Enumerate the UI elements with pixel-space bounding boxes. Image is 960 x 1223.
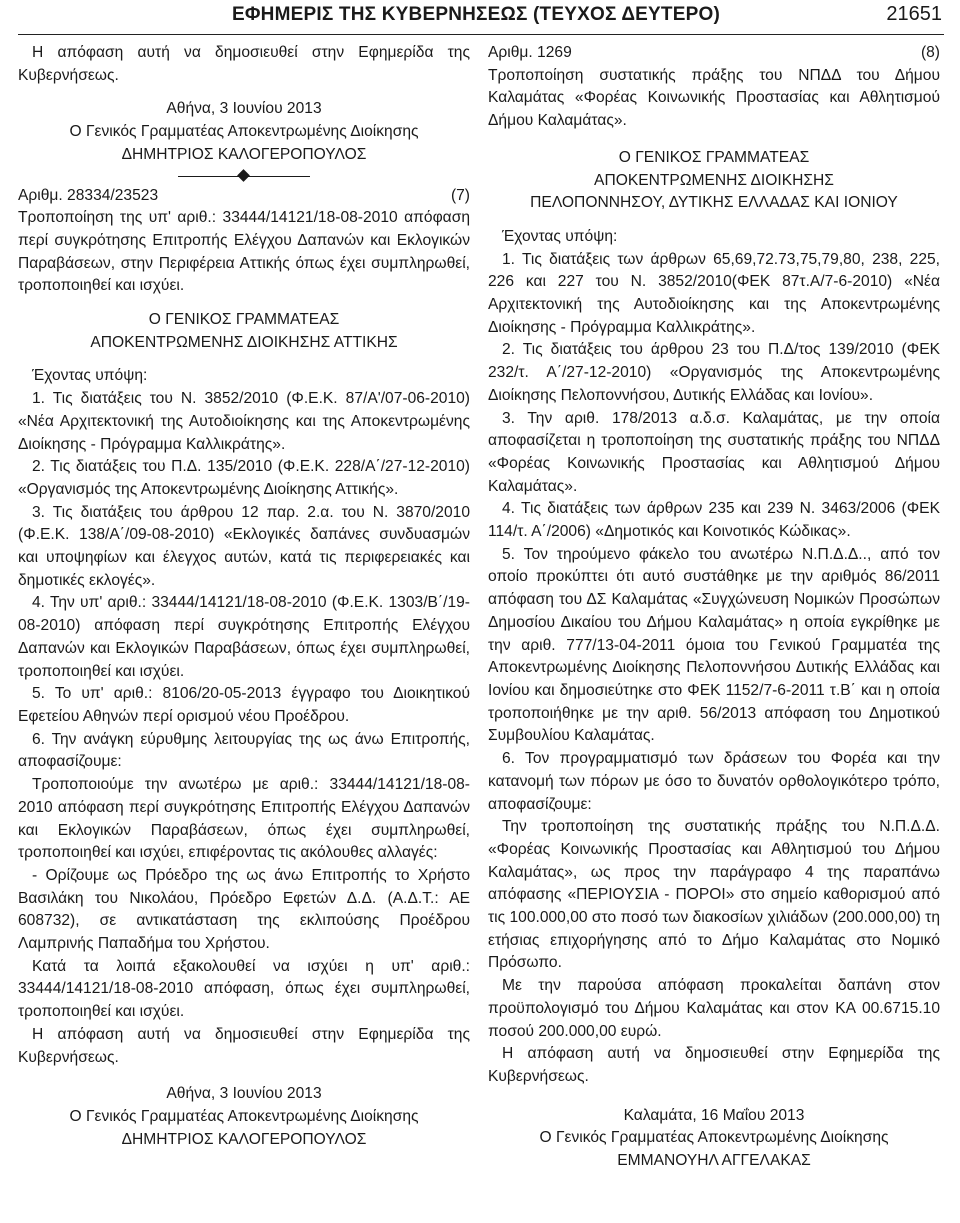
page-header (18, 0, 944, 35)
decision-number: Αριθμ. 28334/23523 (18, 186, 159, 204)
body-paragraph: Την τροποποίηση της συστατικής πράξης του Ν.Π.Δ.Δ. «Φορέας Κοινωνικής Προστασίας και Αθλητισμού του Δήμου Καλαμάτας», ως προς την παράγραφο 4 της παραπάνω απόφασης «ΠΕΡΙΟΥΣΙΑ - ΠΟΡΟΙ» στο σημείο καθορισμού από τις 100.000,00 στο ποσό των διακοσίων χιλιάδων (200.000,00) τη ετήσιας επιχορήγησης από το Δήμο Καλαμάτας στο Νομικό Πρόσωπο. (488, 818, 940, 972)
authority-line-2: ΑΠΟΚΕΝΤΡΩΜΕΝΗΣ ΔΙΟΙΚΗΣΗΣ ΑΤΤΙΚΗΣ (90, 333, 398, 351)
body-paragraph: Τροποποιούμε την ανωτέρω με αριθ.: 33444/14121/18-08-2010 απόφαση περί συγκρότησης Επιτροπής Ελέγχου Δαπανών και Εκλογικών Παραβάσεων, όπως έχει συμπληρωθεί, τροποποιηθεί και ισχύει, επιφέροντας τις ακόλουθες αλλαγές: (18, 776, 470, 862)
sign-place-date: Αθήνα, 3 Ιουνίου 2013 (166, 100, 322, 118)
decision-subject: Τροποποίηση συστατικής πράξης του ΝΠΔΔ του Δήμου Καλαμάτας «Φορέας Κοινωνικής Προστασίας και Αθλητισμού Δήμου Καλαμάτας». (488, 66, 940, 130)
decision-seq: (8) (920, 44, 940, 61)
section-separator (178, 169, 310, 183)
body-paragraph: 4. Τις διατάξεις των άρθρων 235 και 239 Ν. 3463/2006 (ΦΕΚ 114/τ. Α΄/2006) «Δημοτικός και Κοινοτικός Κώδικας». (488, 500, 940, 541)
body-paragraph: 5. Το υπ' αριθ.: 8106/20-05-2013 έγγραφο του Διοικητικού Εφετείου Αθηνών περί ορισμού νέου Προέδρου. (18, 685, 470, 725)
body-paragraph: Η απόφαση αυτή να δημοσιευθεί στην Εφημερίδα της Κυβερνήσεως. (488, 1045, 940, 1085)
decision-heading (18, 185, 470, 208)
authority-line-1: Ο ΓΕΝΙΚΟΣ ΓΡΑΜΜΑΤΕΑΣ (618, 148, 810, 166)
body-paragraph: 2. Τις διατάξεις του άρθρου 23 του Π.Δ/τος 139/2010 (ΦΕΚ 232/τ. Α΄/27-12-2010) «Οργανισμός της Αποκεντρωμένης Διοίκησης Πελοποννήσου, Δυτικής Ελλάδας και Ιονίου». (488, 341, 940, 404)
body-paragraph: Κατά τα λοιπά εξακολουθεί να ισχύει η υπ' αριθ.: 33444/14121/18-08-2010 απόφαση, όπως έχει συμπληρωθεί, τροποποιηθεί και ισχύει. (18, 957, 470, 1021)
left-column (18, 42, 470, 1151)
decision-seq: (7) (450, 186, 470, 204)
sign-place-date: Καλαμάτα, 16 Μαΐου 2013 (623, 1106, 805, 1124)
body-paragraph: Η απόφαση αυτή να δημοσιευθεί στην Εφημερίδα της Κυβερνήσεως. (18, 1025, 470, 1066)
publish-note: Η απόφαση αυτή να δημοσιευθεί στην Εφημερίδα της Κυβερνήσεως. (18, 44, 470, 84)
right-column (488, 42, 940, 1173)
decision-number: Αριθμ. 1269 (488, 44, 572, 61)
body-paragraph: - Ορίζουμε ως Πρόεδρο της ως άνω Επιτροπής το Χρήστο Βασιλάκη του Νικολάου, Πρόεδρο Εφετών Δ.Δ. (Α.Δ.Τ.: ΑΕ 608732), σε αντικατάσταση της εκλιπούσης Προέδρου Λαμπρινής Παπαδήμα του Χρήστου. (18, 866, 470, 953)
body-paragraph: 3. Τις διατάξεις του άρθρου 12 παρ. 2.α. του Ν. 3870/2010 (Φ.Ε.Κ. 138/Α΄/09-08-2010) «Εκλογικές δαπάνες συνδυασμών και υποψηφίων και έλεγχος αυτών, κατά τις περιφερειακές και δημοτικές εκλογές». (18, 503, 470, 589)
body-paragraph: Με την παρούσα απόφαση προκαλείται δαπάνη στον προϋπολογισμό του Δήμου Καλαμάτας και στον ΚΑ 00.6715.10 ποσού 200.000,00 ευρώ. (488, 977, 940, 1040)
body-paragraph: 3. Την αριθ. 178/2013 α.δ.σ. Καλαμάτας, με την οποία αποφασίζεται η τροποποίηση της συστατικής πράξης του ΝΠΔΔ «Φορέας Κοινωνικής Προστασίας και Αθλητισμού Δήμου Καλαμάτας». (488, 409, 940, 495)
decision-subject: Τροποποίηση της υπ' αριθ.: 33444/14121/18-08-2010 απόφαση περί συγκρότησης Επιτροπής Ελέγχου Δαπανών και Εκλογικών Παραβάσεων, στην Περιφέρεια Αττικής όπως έχει συμπληρωθεί, τροποποιηθεί και ισχύει. (18, 209, 470, 295)
sign-name: ΔΗΜΗΤΡΙΟΣ ΚΑΛΟΓΕΡΟΠΟΥΛΟΣ (121, 145, 367, 163)
sign-role: Ο Γενικός Γραμματέας Αποκεντρωμένης Διοίκησης (69, 123, 419, 141)
body-paragraph: 6. Την ανάγκη εύρυθμης λειτουργίας της ως άνω Επιτροπής, αποφασίζουμε: (18, 730, 470, 771)
sign-name: ΕΜΜΑΝΟΥΗΛ ΑΓΓΕΛΑΚΑΣ (617, 1152, 811, 1170)
gazette-title: ΕΦΗΜΕΡΙΣ ΤΗΣ ΚΥΒΕΡΝΗΣΕΩΣ (ΤΕΥΧΟΣ ΔΕΥΤΕΡΟ) (232, 4, 720, 25)
sign-role: Ο Γενικός Γραμματέας Αποκεντρωμένης Διοίκησης (539, 1129, 889, 1147)
body-paragraph: 4. Την υπ' αριθ.: 33444/14121/18-08-2010 (Φ.Ε.Κ. 1303/Β΄/19-08-2010) απόφαση περί συγκρότησης Επιτροπής Ελέγχου Δαπανών και Εκλογικών Παραβάσεων, όπως έχει συμπληρωθεί, τροποποιηθεί και ισχύει. (18, 594, 470, 680)
body-paragraph: 1. Τις διατάξεις των άρθρων 65,69,72.73,75,79,80, 238, 225, 226 και 227 του Ν. 3852/2010(ΦΕΚ 87τ.Α/7-6-2010) «Νέα Αρχιτεκτονική της Αυτοδιοίκησης και της Αποκεντρωμένης Διοίκησης - Πρόγραμμα Καλλικράτης». (488, 250, 940, 336)
body-paragraph: 6. Τον προγραμματισμό των δράσεων του Φορέα και την κατανομή των πόρων με όσο το δυνατόν ορθολογικότερο τρόπο, αποφασίζουμε: (488, 750, 940, 813)
decision-heading (488, 42, 940, 65)
body-paragraph: 5. Τον τηρούμενο φάκελο του ανωτέρω Ν.Π.Δ.Δ.., από τον οποίο προκύπτει ότι αυτό συστάθηκε με την αριθμός 86/2011 απόφαση του ΔΣ Καλαμάτας «Συγχώνευση Νομικών Προσώπων Δημοσίου Δικαίου του Δήμου Καλαμάτας» η οποία εγκρίθηκε με την αριθ. 777/13-04-2011 όμοια του Γενικού Γραμματέα της Αποκεντρωμένης Διοίκησης Πελοποννήσου Δυτικής Ελλάδας και Ιονίου και δημοσιεύτηκε στο ΦΕΚ 1152/7-6-2011 τ.Β΄ και η οποία τροποποιήθηκε με την αριθ. 56/2013 απόφαση του Δημοτικού Συμβουλίου Καλαμάτας. (488, 545, 940, 745)
considering-label: Έχοντας υπόψη: (32, 367, 148, 385)
authority-line-3: ΠΕΛΟΠΟΝΝΗΣΟΥ, ΔΥΤΙΚΗΣ ΕΛΛΑΔΑΣ ΚΑΙ ΙΟΝΙΟΥ (530, 194, 898, 212)
sign-name: ΔΗΜΗΤΡΙΟΣ ΚΑΛΟΓΕΡΟΠΟΥΛΟΣ (121, 1130, 367, 1148)
considering-label: Έχοντας υπόψη: (502, 227, 618, 245)
authority-line-2: ΑΠΟΚΕΝΤΡΩΜΕΝΗΣ ΔΙΟΙΚΗΣΗΣ (594, 171, 834, 189)
page-number: 21651 (886, 3, 942, 25)
body-paragraph: 1. Τις διατάξεις του Ν. 3852/2010 (Φ.Ε.Κ. 87/Α'/07-06-2010) «Νέα Αρχιτεκτονική της Αυτοδιοίκησης και της Αποκεντρωμένης Διοίκησης - Πρόγραμμα Καλλικράτης». (18, 390, 470, 453)
authority-line-1: Ο ΓΕΝΙΚΟΣ ΓΡΑΜΜΑΤΕΑΣ (148, 311, 340, 329)
sign-place-date: Αθήνα, 3 Ιουνίου 2013 (166, 1085, 322, 1103)
body-paragraph: 2. Τις διατάξεις του Π.Δ. 135/2010 (Φ.Ε.Κ. 228/Α΄/27-12-2010) «Οργανισμός της Αποκεντρωμένης Διοίκησης Αττικής». (18, 458, 470, 498)
sign-role: Ο Γενικός Γραμματέας Αποκεντρωμένης Διοίκησης (69, 1107, 419, 1125)
